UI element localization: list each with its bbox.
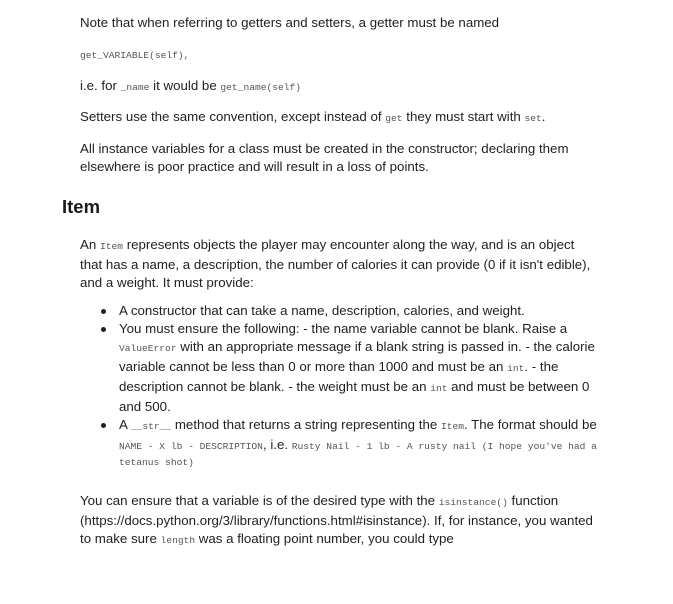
set-code: set (524, 113, 542, 124)
getter-note: Note that when referring to getters and setters, a getter must be named (80, 15, 500, 30)
get-code: get (385, 113, 403, 124)
setter-middle: they must start with (402, 109, 525, 124)
setter-suffix: . (541, 109, 546, 124)
bullet-text: . - the description cannot be blank. - the weight must be an (119, 359, 559, 394)
isinstance-prefix: You can ensure that a variable is of the desired type with the (80, 493, 439, 508)
format-ie: , i.e. (262, 437, 292, 452)
isinstance-code: isinstance() (438, 497, 508, 508)
getter-example (80, 77, 600, 97)
item-heading: Item (62, 196, 101, 217)
item-code: Item (440, 421, 464, 432)
bullet-text: You must ensure the following: - the name variable cannot be blank. Raise a (119, 321, 568, 336)
bullet-icon (101, 309, 106, 314)
isinstance-note (80, 492, 600, 550)
isinstance-suffix: function (https://docs.python.org/3/library/functions.html#isinstance). If, for instance, you wanted to make sure (80, 493, 593, 546)
bullet-text: A (119, 417, 131, 432)
int-code: int (430, 383, 448, 394)
item-desc-suffix: represents objects the player may encounter along the way, and is an object that has a name, a description, the number of calories it can provide (0 if it isn't edible), and a weight. It must provide: (80, 237, 591, 290)
int-code: int (507, 363, 525, 374)
format-example (119, 437, 600, 471)
bullet-icon (101, 423, 106, 428)
setter-note (80, 108, 600, 128)
item-description (80, 236, 600, 292)
bullet-text: with an appropriate message if a blank string is passed in. - the calorie variable cannot be less than 0 or more than 1000 and must be an (119, 339, 595, 374)
get-name-code: get_name(self) (220, 82, 302, 93)
list-item (80, 416, 600, 471)
bullet-text: . The format should be (463, 417, 597, 432)
getter-example-prefix: i.e. for (80, 78, 121, 93)
requirements-list (80, 302, 600, 471)
getter-example-middle: it would be (149, 78, 221, 93)
instance-vars-note: All instance variables for a class must be created in the constructor; declaring them elsewhere is poor practice and will result in a loss of points. (80, 141, 569, 174)
example-code: Rusty Nail - 1 lb - A rusty nail (I hope you've had a tetanus shot) (119, 441, 597, 468)
length-code: length (160, 535, 196, 546)
list-item (80, 320, 600, 416)
format-code: NAME - X lb - DESCRIPTION (119, 441, 263, 452)
list-item (80, 302, 600, 320)
valueerror-code: ValueError (119, 343, 177, 354)
isinstance-end: was a floating point number, you could type (195, 531, 454, 546)
item-code: Item (99, 241, 123, 252)
getter-signature (80, 45, 600, 65)
bullet-text: and must be between 0 and 500. (119, 379, 590, 414)
bullet-text: A constructor that can take a name, description, calories, and weight. (119, 303, 525, 318)
bullet-icon (101, 327, 106, 332)
getter-code: get_VARIABLE(self), (80, 50, 190, 61)
item-desc-prefix: An (80, 237, 100, 252)
setter-prefix: Setters use the same convention, except instead of (80, 109, 386, 124)
name-code: _name (120, 82, 150, 93)
str-method-code: __str__ (130, 421, 172, 432)
bullet-text: method that returns a string representing the (171, 417, 441, 432)
